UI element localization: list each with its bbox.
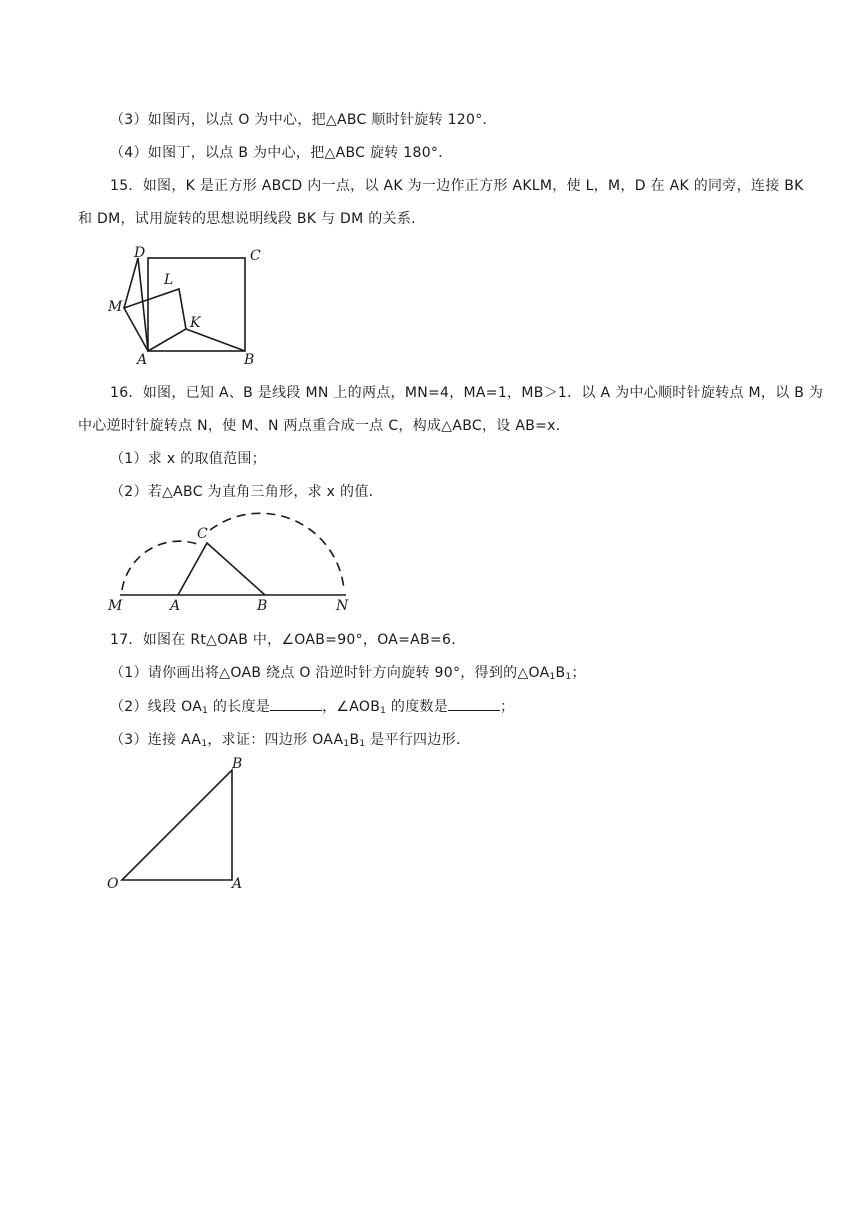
triangle-oab — [122, 770, 232, 880]
label-b: B — [257, 598, 268, 614]
text-run: B — [555, 665, 566, 681]
label-a: A — [170, 598, 181, 614]
subscript: 1 — [359, 739, 366, 749]
text-run: ； — [500, 699, 515, 715]
problem-16-text-line-2: 中心逆时针旋转点 N，使 M、N 两点重合成一点 C，构成△ABC，设 AB=x． — [78, 418, 571, 434]
text-run: ，∠AOB — [322, 699, 381, 715]
label-l: L — [164, 272, 174, 288]
problem-15-text-line-2: 和 DM，试用旋转的思想说明线段 BK 与 DM 的关系． — [78, 211, 426, 227]
text-run: 的长度是 — [208, 699, 271, 715]
label-o: O — [107, 876, 119, 892]
problem-14-part-3: （3）如图丙，以点 O 为中心，把△ABC 顺时针旋转 120°． — [110, 112, 497, 128]
label-k: K — [190, 315, 201, 331]
label-a: A — [137, 352, 148, 368]
text-run: （3）连接 AA — [110, 732, 202, 748]
problem-16-text-line-1: 16．如图，已知 A、B 是线段 MN 上的两点，MN=4，MA=1，MB＞1．以 A 为中心顺时针旋转点 M，以 B 为 — [110, 385, 824, 401]
label-b: B — [244, 352, 255, 368]
subscript: 1 — [380, 706, 387, 716]
text-run: 是平行四边形． — [365, 732, 471, 748]
text-run: 的度数是 — [386, 699, 449, 715]
label-c: C — [250, 248, 261, 264]
problem-16-part-2: （2）若△ABC 为直角三角形，求 x 的值． — [110, 484, 383, 500]
problem-16-part-1: （1）求 x 的取值范围； — [110, 451, 266, 467]
label-a: A — [232, 876, 243, 892]
text-run: （1）请你画出将△OAB 绕点 O 沿逆时针方向旋转 90°，得到的△OA — [110, 665, 550, 681]
text-run: （2）线段 OA — [110, 699, 203, 715]
subscript: 1 — [549, 672, 556, 682]
subscript: 1 — [201, 739, 208, 749]
text-run: ，求证：四边形 OAA — [207, 732, 344, 748]
subscript: 1 — [565, 672, 572, 682]
label-m: M — [108, 598, 123, 614]
text-run: ； — [571, 665, 586, 681]
problem-15-text-line-1: 15．如图，K 是正方形 ABCD 内一点，以 AK 为一边作正方形 AKLM，使 L，M，D 在 AK 的同旁，连接 BK — [110, 178, 804, 194]
subscript: 1 — [202, 706, 209, 716]
label-b: B — [232, 756, 243, 772]
text-run: B — [349, 732, 360, 748]
label-c: C — [197, 526, 208, 542]
label-m: M — [108, 299, 123, 315]
problem-17-text-line-1: 17．如图在 Rt△OAB 中，∠OAB=90°，OA=AB=6． — [110, 632, 466, 648]
subscript: 1 — [343, 739, 350, 749]
label-d: D — [134, 245, 146, 261]
problem-14-part-4: （4）如图丁，以点 B 为中心，把△ABC 旋转 180°． — [110, 145, 453, 161]
label-n: N — [336, 598, 349, 614]
